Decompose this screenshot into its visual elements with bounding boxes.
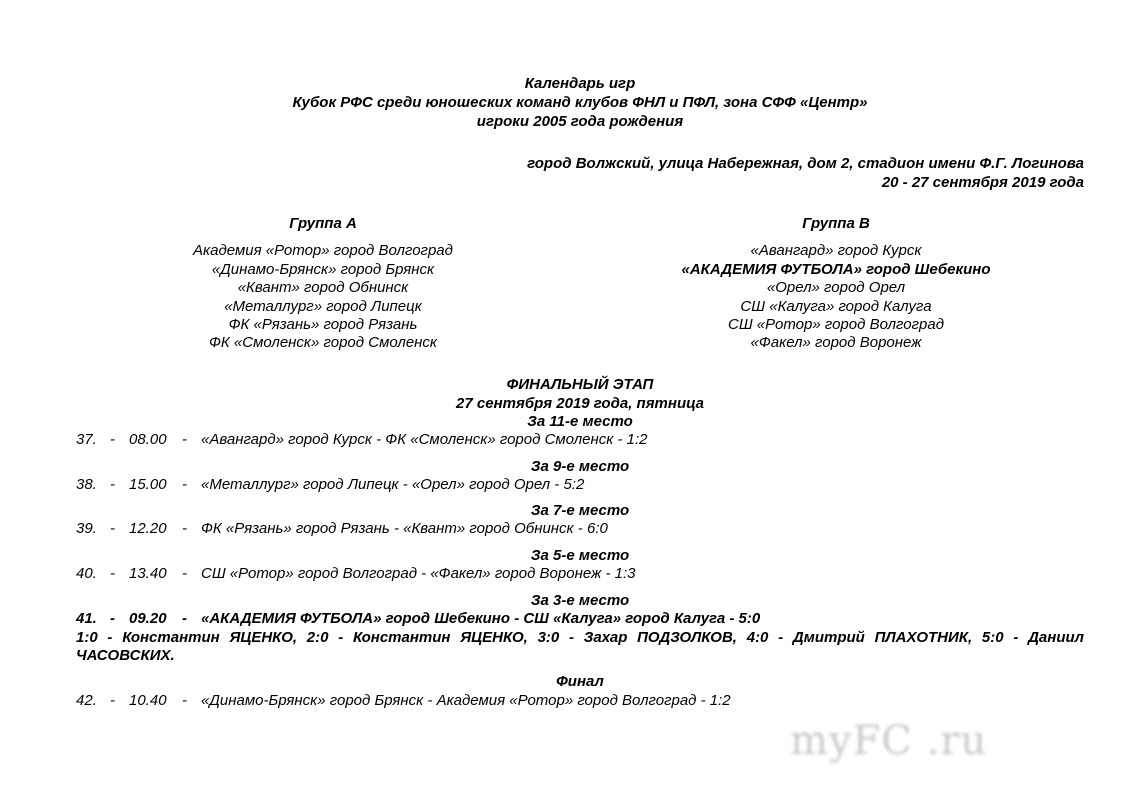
match-row [76,565,636,583]
match-number: 40. [76,565,97,582]
group-b-team: «Факел» город Воронеж [750,334,922,352]
group-b-team: «Авангард» город Курск [750,242,922,260]
document-title: Календарь игр [524,75,636,92]
separator: - [182,692,187,709]
match-result: «Авангард» город Курск - ФК «Смоленск» город Смоленск - 1:2 [201,431,648,448]
match-result: «АКАДЕМИЯ ФУТБОЛА» город Шебекино - СШ «Калуга» город Калуга - 5:0 [201,610,761,627]
match-row [76,520,608,538]
separator: - [182,610,187,627]
group-b-team: СШ «Калуга» город Калуга [740,297,932,315]
place-heading: За 3-е место [530,592,630,609]
final-stage-title: ФИНАЛЬНЫЙ ЭТАП [506,376,654,393]
match-time: 12.20 [129,520,167,537]
separator: - [182,431,187,448]
match-result: «Металлург» город Липецк - «Орел» город Орел - 5:2 [201,476,585,493]
group-b-team: «АКАДЕМИЯ ФУТБОЛА» город Шебекино [681,260,991,278]
group-a-team: «Квант» город Обнинск [237,279,409,297]
match-row [76,476,584,494]
place-heading: Финал [556,673,604,690]
watermark-logo: myFC .ru [790,718,988,764]
separator: - [182,520,187,537]
separator: - [110,431,115,448]
venue-dates: 20 - 27 сентября 2019 года [881,174,1084,191]
place-heading: За 9-е место [530,458,630,475]
final-stage-date: 27 сентября 2019 года, пятница [456,395,704,412]
place-heading: За 5-е место [530,547,630,564]
match-result: ФК «Рязань» город Рязань - «Квант» город Обнинск - 6:0 [201,520,608,537]
group-b-team: «Орел» город Орел [766,279,906,297]
tournament-name: Кубок РФС среди юношеских команд клубов ФНЛ и ПФЛ, зона СФФ «Центр» [292,94,868,111]
separator: - [110,476,115,493]
match-row [76,692,731,710]
match-time: 10.40 [129,692,167,709]
place-heading: За 7-е место [530,502,630,519]
match-time: 08.00 [129,431,167,448]
match-number: 42. [76,692,97,709]
separator: - [110,692,115,709]
separator: - [110,610,115,627]
group-b-team: СШ «Ротор» город Волгоград [728,315,944,333]
match-time: 13.40 [129,565,167,582]
venue-address: город Волжский, улица Набережная, дом 2, стадион имени Ф.Г. Логинова [527,155,1084,172]
group-b [626,215,1046,353]
group-a-team: «Металлург» город Липецк [224,297,422,315]
separator: - [110,565,115,582]
match-row [76,431,648,449]
match-number: 37. [76,431,97,448]
match-time: 15.00 [129,476,167,493]
group-b-title: Группа В [802,215,870,232]
separator: - [182,476,187,493]
group-a-team: ФК «Смоленск» город Смоленск [208,334,438,352]
group-a-team: Академия «Ротор» город Волгоград [193,242,453,260]
match-time: 09.20 [129,610,167,627]
match-number: 39. [76,520,97,537]
group-a [113,215,533,353]
separator: - [110,520,115,537]
birth-year: игроки 2005 года рождения [476,113,684,130]
match-row [76,610,760,628]
group-a-title: Группа А [289,215,357,232]
place-heading: За 11-е место [527,413,633,430]
match-result: СШ «Ротор» город Волгоград - «Факел» город Воронеж - 1:3 [201,565,636,582]
match-number: 41. [76,610,97,627]
group-a-team: ФК «Рязань» город Рязань [228,315,418,333]
separator: - [182,565,187,582]
match-number: 38. [76,476,97,493]
group-a-team: «Динамо-Брянск» город Брянск [211,260,435,278]
goal-scorers: 1:0 - Константин ЯЦЕНКО, 2:0 - Константин ЯЦЕНКО, 3:0 - Захар ПОДЗОЛКОВ, 4:0 - Дмитрий ПЛАХОТНИК, 5:0 - Даниил ЧАСОВСКИХ. [76,629,1084,664]
match-result: «Динамо-Брянск» город Брянск - Академия «Ротор» город Волгоград - 1:2 [201,692,731,709]
